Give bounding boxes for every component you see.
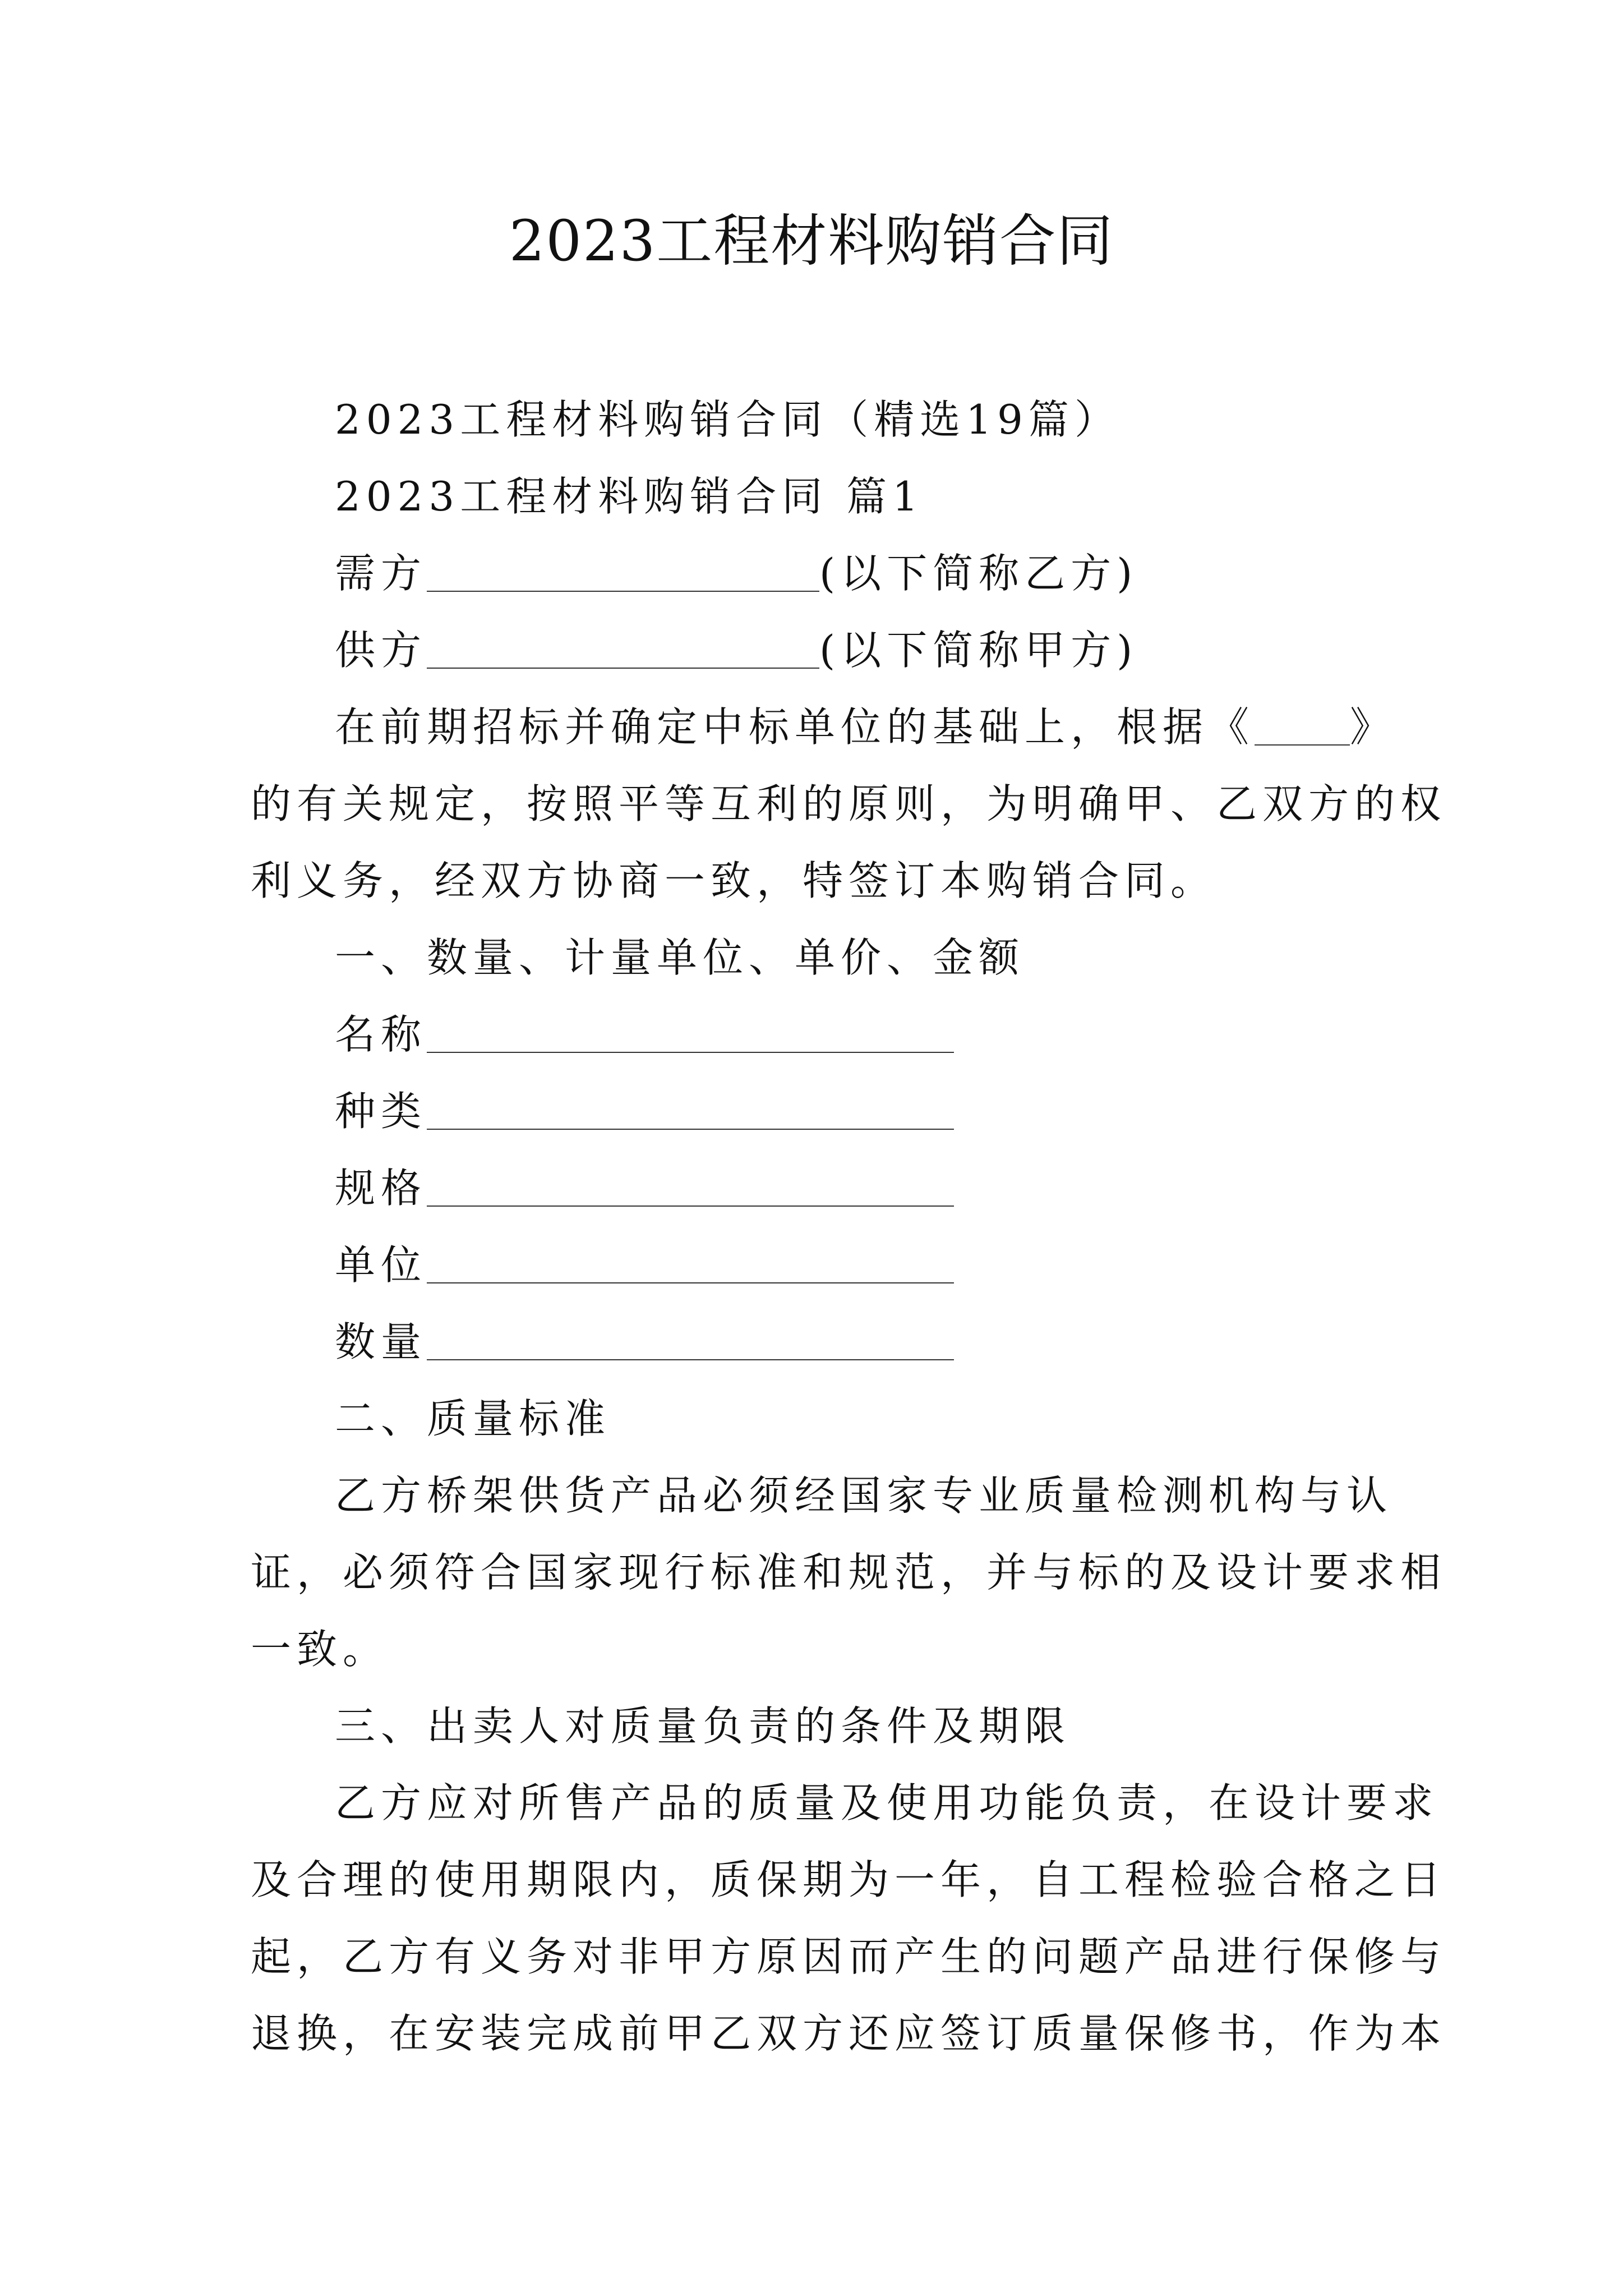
intro-line-2: 的有关规定，按照平等互利的原则，为明确甲、乙双方的权	[251, 780, 1447, 827]
field-label: 规格	[335, 1165, 427, 1212]
clause3-line-2: 及合理的使用期限内，质保期为一年，自工程检验合格之日	[251, 1856, 1447, 1903]
field-blank	[427, 1051, 954, 1053]
seller-suffix: (以下简称甲方)	[819, 627, 1138, 674]
seller-line	[251, 612, 1389, 689]
field-blank	[427, 1359, 954, 1360]
buyer-suffix: (以下简称乙方)	[819, 550, 1138, 597]
section-title: 2023工程材料购销合同 篇1	[335, 473, 924, 520]
clause3-heading: 三、出卖人对质量负责的条件及期限	[335, 1703, 1071, 1750]
field-line-name	[251, 996, 1389, 1073]
intro-line-3: 利义务，经双方协商一致，特签订本购销合同。	[251, 857, 1217, 904]
field-blank	[427, 1128, 954, 1130]
field-line-quantity	[251, 1304, 1389, 1381]
clause3-line-1: 乙方应对所售产品的质量及使用功能负责，在设计要求	[335, 1779, 1439, 1826]
buyer-label: 需方	[335, 550, 427, 597]
intro-text-b: 》	[1350, 703, 1396, 751]
clause2-line-1: 乙方桥架供货产品必须经国家专业质量检测机构与认	[335, 1472, 1393, 1519]
clause1-heading: 一、数量、计量单位、单价、金额	[335, 934, 1025, 981]
field-label: 数量	[335, 1318, 427, 1365]
law-name-blank	[1255, 744, 1350, 746]
document-body	[251, 381, 1447, 2072]
field-line-spec	[251, 1150, 1389, 1227]
field-label: 单位	[335, 1241, 427, 1289]
field-blank	[427, 1282, 954, 1283]
subtitle: 2023工程材料购销合同（精选19篇）	[335, 396, 1121, 443]
clause2-heading: 二、质量标准	[335, 1395, 611, 1442]
field-blank	[427, 1205, 954, 1207]
document-title: 2023工程材料购销合同	[509, 208, 1114, 274]
field-label: 名称	[335, 1011, 427, 1058]
clause2-line-2: 证，必须符合国家现行标准和规范，并与标的及设计要求相	[251, 1549, 1447, 1596]
buyer-line	[251, 535, 1389, 612]
buyer-blank	[427, 590, 819, 592]
clause3-line-4: 退换，在安装完成前甲乙双方还应签订质量保修书，作为本	[251, 2010, 1447, 2057]
field-label: 种类	[335, 1088, 427, 1135]
seller-label: 供方	[335, 627, 427, 674]
field-line-unit	[251, 1227, 1389, 1304]
seller-blank	[427, 667, 819, 669]
clause2-line-3: 一致。	[251, 1626, 389, 1673]
intro-text-a: 在前期招标并确定中标单位的基础上，根据《	[335, 703, 1255, 751]
clause3-line-3: 起，乙方有义务对非甲方原因而产生的问题产品进行保修与	[251, 1933, 1447, 1980]
field-line-type	[251, 1073, 1389, 1150]
intro-line-1	[251, 689, 1396, 766]
